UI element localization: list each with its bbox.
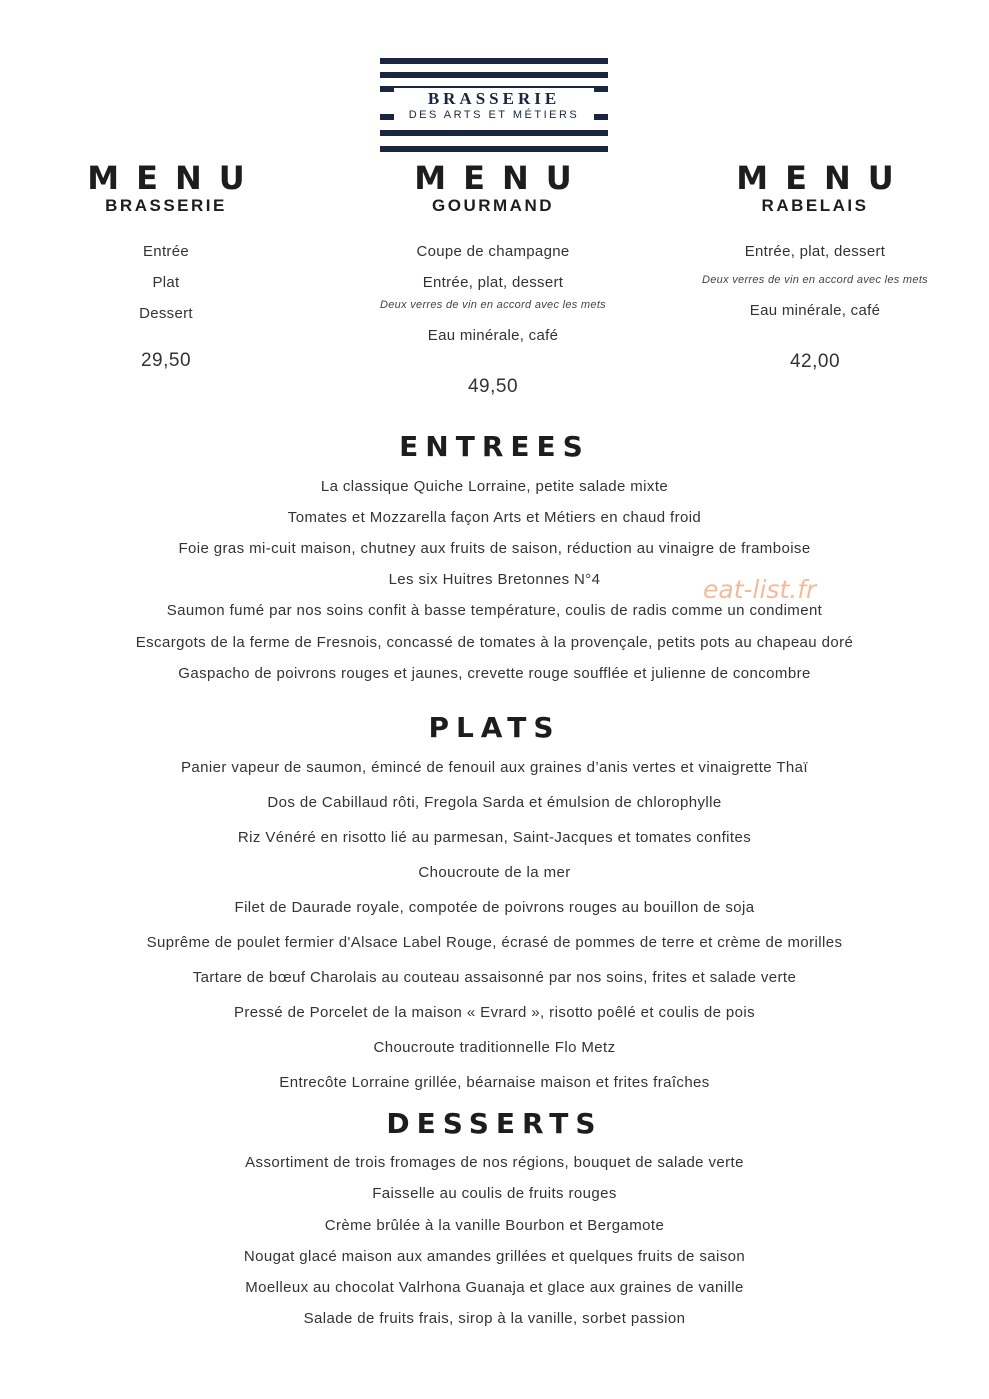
dish-line: Assortiment de trois fromages de nos régions, bouquet de salade verte [245,1154,744,1171]
dish-line: Tartare de bœuf Charolais au couteau assaisonné par nos soins, frites et salade verte [192,969,797,986]
dish-line: Saumon fumé par nos soins confit à basse température, coulis de radis comme un condiment [166,602,823,619]
menu-item: Entrée, plat, dessert [422,274,564,291]
brasserie-logo [380,58,608,152]
dish-line: La classique Quiche Lorraine, petite salade mixte [320,478,669,495]
menu-rabelais [650,160,980,216]
menu-subtitle: GOURMAND [432,196,554,215]
dish-line: Suprême de poulet fermier d'Alsace Label Rouge, écrasé de pommes de terre et crème de morilles [146,934,843,951]
dish-line: Choucroute de la mer [418,864,571,881]
dish-line: Entrecôte Lorraine grillée, béarnaise maison et frites fraîches [279,1074,710,1091]
menu-price: 49,50 [467,376,519,397]
menu-item: Eau minérale, café [749,302,881,319]
menu-item: Entrée [143,243,189,260]
dish-line: Riz Vénéré en risotto lié au parmesan, Saint-Jacques et tomates confites [237,829,752,846]
dish-line: Foie gras mi-cuit maison, chutney aux fruits de saison, réduction au vinaigre de framboise [178,540,811,557]
menu-title: MENU [414,159,589,197]
menu-note: Deux verres de vin en accord avec les mets [702,274,928,286]
section-title-entrees: ENTREES [399,430,590,463]
dish-line: Filet de Daurade royale, compotée de poivrons rouges au bouillon de soja [234,899,755,916]
logo-stripe [380,72,608,78]
menu-brasserie [1,160,331,216]
dish-line: Tomates et Mozzarella façon Arts et Métiers en chaud froid [287,509,702,526]
dish-line: Faisselle au coulis de fruits rouges [372,1185,617,1202]
menu-item: Plat [152,274,180,291]
watermark-text: eat-list.fr [703,575,817,604]
menu-title: MENU [736,159,911,197]
dish-line: Moelleux au chocolat Valrhona Guanaja et glace aux graines de vanille [245,1279,744,1296]
section-title-plats: PLATS [428,711,561,744]
menu-item: Eau minérale, café [427,327,559,344]
logo-name: BRASSERIE [427,89,561,108]
dish-line: Salade de fruits frais, sirop à la vanille, sorbet passion [303,1310,686,1327]
dish-line: Pressé de Porcelet de la maison « Evrard », risotto poêlé et coulis de pois [233,1004,756,1021]
dish-line: Choucroute traditionnelle Flo Metz [373,1039,616,1056]
menu-price: 29,50 [140,350,192,371]
menu-item: Coupe de champagne [416,243,570,260]
section-title-desserts: DESSERTS [386,1107,603,1140]
dish-line: Les six Huitres Bretonnes N°4 [388,571,601,588]
dish-line: Gaspacho de poivrons rouges et jaunes, crevette rouge soufflée et julienne de concombre [178,665,811,682]
menu-subtitle: BRASSERIE [105,196,227,215]
menu-title: MENU [87,159,262,197]
dish-line: Escargots de la ferme de Fresnois, concassé de tomates à la provençale, petits pots au chapeau doré [135,634,854,651]
dish-line: Panier vapeur de saumon, émincé de fenouil aux graines d’anis vertes et vinaigrette Thaï [181,759,808,776]
menu-subtitle: RABELAIS [761,196,869,215]
menu-gourmand [328,160,658,216]
dish-line: Dos de Cabillaud rôti, Fregola Sarda et émulsion de chlorophylle [267,794,722,811]
dish-line: Crème brûlée à la vanille Bourbon et Bergamote [324,1217,665,1234]
logo-tagline: DES ARTS ET MÉTIERS [408,109,580,121]
menu-price: 42,00 [789,351,841,372]
logo-stripe [380,146,608,152]
menu-item: Entrée, plat, dessert [744,243,886,260]
menu-note: Deux verres de vin en accord avec les mets [380,299,606,311]
logo-text-box [394,88,594,126]
dish-line: Nougat glacé maison aux amandes grillées et quelques fruits de saison [243,1248,746,1265]
logo-stripe [380,130,608,136]
menu-item: Dessert [139,305,193,322]
logo-stripe [380,58,608,64]
